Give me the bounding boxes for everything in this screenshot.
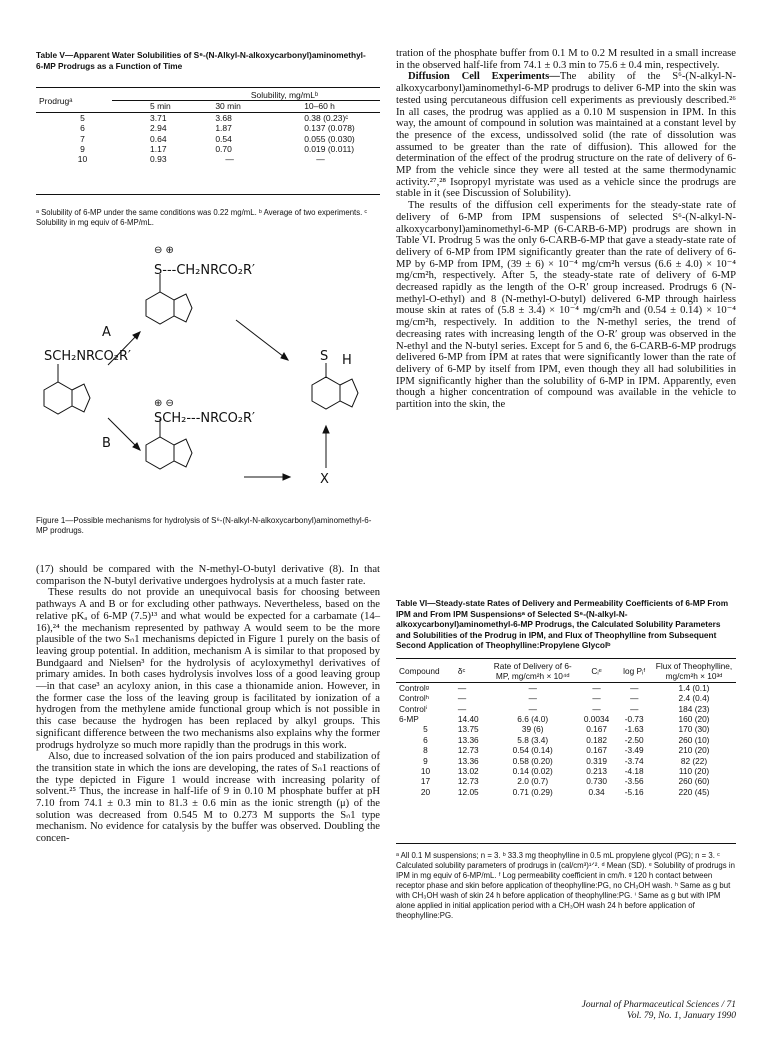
- figure1-top-charges: ⊖ ⊕: [154, 245, 174, 256]
- table5-head-60h: 10–60 h: [256, 101, 380, 112]
- figure1-mid-charges: ⊕ ⊖: [154, 398, 174, 409]
- figure1-mid-label: SCH₂---NRCO₂R′: [154, 411, 256, 426]
- figure1-left-label: SCH₂NRCO₂R′: [44, 349, 131, 364]
- table5-head-5min: 5 min: [112, 101, 187, 112]
- figure1-scheme: [36, 240, 380, 510]
- table5-head-30min: 30 min: [187, 101, 256, 112]
- table5-caption: Table V—Apparent Water Solubilities of S⁶-(N-Alkyl-N-alkoxycarbonyl)aminomethyl-6-MP Prodrugs as a Function of Time: [36, 50, 366, 71]
- journal-name: Journal of Pharmaceutical Sciences / 71: [581, 1000, 736, 1010]
- table-row: 10 0.93 — —: [77, 154, 325, 165]
- table6-head-rate: Rate of Delivery of 6-MP, mg/cm²h × 10⁴ᵈ: [493, 661, 572, 682]
- figure1-arrow-b: B: [102, 436, 111, 451]
- table5: [36, 90, 380, 165]
- figure1-x-label: X: [320, 472, 329, 487]
- table5-head-solubility: Solubility, mg/mLᵇ: [250, 90, 319, 100]
- table-row: 20 12.05 0.71 (0.29) 0.34 -5.16 220 (45): [420, 786, 710, 797]
- table6-footnote: ᵃ All 0.1 M suspensions; n = 3. ᵇ 33.3 mg theophylline in 0.5 mL propylene glycol (PG); n = 3. ᶜ Calculated solubility parameters of prodrugs in (cal/cm³)¹ᐟ². ᵈ Mean (SD). ᵉ Solubility of prodrugs in IPM in mg equiv of 6-MP/mL. ᶠ Log permeability coefficient in cm/h. ᵍ 120 h contact between receptor phase and skin before application of theophylline:PG, no CH₃OH wash. ʰ Same as g but with CH₃OH wash of skin 24 h before application of theophylline:PG. ⁱ Same as g but with IPM alone applied in initial application period with a CH₃OH wash 24 h before application of theophylline:PG.: [396, 851, 735, 920]
- table6-head-compound: Compound: [399, 666, 440, 677]
- table6-head-logp: log Pᵢᶠ: [623, 666, 646, 677]
- figure1-right-h: H: [342, 353, 352, 368]
- figure1-right-s: S: [320, 349, 329, 364]
- table5-bottom-rule: [36, 194, 380, 195]
- table-row: 6-MP 14.40 6.6 (4.0) 0.0034 -0.73 160 (20): [399, 714, 710, 725]
- table-row: Controlⁱ — — — — 184 (23): [399, 703, 710, 714]
- figure1-caption: Figure 1—Possible mechanisms for hydrolysis of S⁶-(N-alkyl-N-alkoxycarbonyl)aminomethyl-6-MP prodrugs.: [36, 516, 372, 535]
- table5-footnote: ᵃ Solubility of 6-MP under the same conditions was 0.22 mg/mL. ᵇ Average of two experiments. ᶜ Solubility in mg equiv of 6-MP/mL.: [36, 208, 368, 227]
- table-row: 8 12.73 0.54 (0.14) 0.167 -3.49 210 (20): [423, 745, 710, 756]
- table-row: 17 12.73 2.0 (0.7) 0.730 -3.56 260 (60): [420, 776, 710, 787]
- figure1-arrow-a: A: [102, 325, 111, 340]
- table-row: 10 13.02 0.14 (0.02) 0.213 -4.18 110 (20): [420, 766, 710, 777]
- left-paragraph-2: These results do not provide an unequivocal basis for choosing between pathways A and B or for excluding other pathways. Nevertheless, based on the relative pKₐ of 6-MP (7.5)¹³ and what would be expected for a carbamate (14–16),²⁴ the mechanism represented by pathway A would seem to be the more plausible of the two Sₙ1 mechanisms depicted in Figure 1 purely on the basis of leaving group potential. In addition, mechanism A is similar to that proposed by Bundgaard and Nielsen³ for the hydrolysis of acyloxymethyl derivatives of primary amides. In both cases hydrolysis involves loss of a good leaving group—in that case³ an acyloxy anion, in this case a thionamide anion. However, in the former case the loss of the leaving group is facilitated by ionization of a hydrogen from the methylene amide functional group which is not possible in this case because the hydrogen has been replaced by alkyl groups. This significant difference between the two mechanisms also explains why the former prodrugs hydrolyze so much more rapidly than the prodrugs in this work.: [36, 587, 380, 751]
- right-paragraph-1: tration of the phosphate buffer from 0.1 M to 0.2 M resulted in a small increase in the observed half-life from 74.1 ± 0.3 min to 75.6 ± 0.4 min, respectively.: [396, 48, 736, 71]
- left-paragraph-3: Also, due to increased solvation of the ion pairs produced and stabilization of the transition state in which the ions are developing, the rates of Sₙ1 reactions of the type depicted in Figure 1 would increase with increasing polarity of solvent.²⁵ Thus, the increase in half-life of 9 in 0.10 M phosphate buffer at pH 7.10 from 74.1 ± 0.3 min to 81.3 ± 0.6 min as the ionic strength (μ) of the solution was decreased from 0.545 M to 0.273 M supports the Sₙ1 type mechanism. No evidence for catalysis by the buffer was observed. Doubling the concen-: [36, 751, 380, 845]
- right-paragraph-2: Diffusion Cell Experiments—The ability of the S⁶-(N-alkyl-N-alkoxycarbonyl)aminomethyl-6-MP prodrugs to deliver 6-MP into the skin was tested using percutaneous diffusion cell experiments as previously described.²⁶ In all cases, the prodrug was applied as a 0.10 M suspension in IPM. In this way, the amount of compound in solution was maintained at a constant level by the presence of the excess, undissolved solid (the rate of dissolution was assumed to be greater than the rate of diffusion). This allowed for the determination of the effect of the prodrug structure on the rate of delivery of 6-MP from the vehicle since they were all tested at the same thermodynamic activity.²⁷,²⁸ Isopropyl myristate was used as a vehicle since the prodrugs are stable in it (see Discussion of Solubility).: [396, 71, 736, 200]
- right-body-text: [396, 48, 736, 411]
- table6-top-rule: [396, 658, 736, 659]
- table-row: Controlᵍ — — — — 1.4 (0.1): [399, 682, 710, 693]
- table5-head-prodrug: Prodrugᵃ: [39, 95, 73, 106]
- table6-head-delta: δᶜ: [457, 666, 466, 677]
- table-row: 5 3.71 3.68 0.38 (0.23)ᶜ: [80, 112, 349, 123]
- table-row: 9 13.36 0.58 (0.20) 0.319 -3.74 82 (22): [423, 755, 708, 766]
- table6-head-ci: Cᵢᵉ: [591, 666, 602, 677]
- table-row: Controlʰ — — — — 2.4 (0.4): [399, 693, 710, 704]
- table-row: 6 2.94 1.87 0.137 (0.078): [80, 123, 355, 134]
- table-row: 6 13.36 5.8 (3.4) 0.182 -2.50 260 (10): [423, 734, 710, 745]
- table6-head-flux: Flux of Theophylline, mg/cm²h × 10³ᵈ: [655, 661, 733, 682]
- table6-caption: Table VI—Steady-state Rates of Delivery and Permeability Coefficients of 6-MP From IPM and From IPM Suspensionsᵃ of Selected S⁶-(N-alkyl-N-alkoxycarbonyl)aminomethyl-6-MP Prodrugs, the Calculated Solubility Parameters and Solubilities of the Prodrug in IPM, and Flux of Theophylline from Subsequent Second Application of Theophylline:Propylene Glycolᵇ: [396, 598, 729, 650]
- figure1-top-label: S---CH₂NRCO₂R′: [154, 263, 256, 278]
- table-row: 7 0.64 0.54 0.055 (0.030): [80, 133, 355, 144]
- table-row: 9 1.17 0.70 0.019 (0.011): [80, 144, 355, 155]
- right-paragraph-3: The results of the diffusion cell experiments for the steady-state rate of delivery of 6-MP from IPM suspensions of selected S⁶-(N-alkyl-N-alkoxycarbonyl)aminomethyl-6-MP (6-CARB-6-MP) prodrugs are shown in Table VI. Prodrug 5 was the only 6-CARB-6-MP that gave a steady-state rate of delivery of 6-MP from IPM significantly greater than the rate of delivery of 6-MP by 6-MP from IPM, (39 ± 6) × 10⁻⁴ mg/cm²h versus (6.6 ± 4.0) × 10⁻⁴ mg/cm²h, respectively. After 5, the steady-state rate of delivery of 6-MP decreased rapidly as the length of the O-R′ group increased. Prodrugs 6 (N-methyl-O-ethyl) and 8 (N-methyl-O-butyl) delivered 6-MP through hairless mouse skin at rates of (5.8 ± 3.4) × 10⁻⁴ mg/cm²h and (0.54 ± 0.14) × 10⁻⁴ mg/cm²h, respectively. In addition to the N-methyl series, the trend of decreasing rates with increasing length of the O-R′ group was observed in the N-ethyl and the N-butyl series. Except for 5 and 6, the 6-CARB-6-MP prodrugs delivered 6-MP from IPM at rates that were significantly lower than the rate of delivery of 6-MP by itself from IPM, even though they all had solubilities in IPM significantly higher than the solubility of 6-MP in IPM. Apparently, even though a higher concentration of compound was available in the vehicle to partition into the skin, the: [396, 200, 736, 411]
- table6: [396, 661, 736, 797]
- journal-volume: Vol. 79, No. 1, January 1990: [627, 1011, 736, 1021]
- table6-bottom-rule: [396, 843, 736, 844]
- journal-footer: [500, 1000, 736, 1022]
- table5-top-rule: [36, 87, 380, 88]
- section-heading: Diffusion Cell Experiments—: [408, 71, 560, 83]
- left-paragraph-1: (17) should be compared with the N-methyl-O-butyl derivative (8). In that comparison the N-butyl derivative undergoes hydrolysis at a much faster rate.: [36, 564, 380, 587]
- table-row: 5 13.75 39 (6) 0.167 -1.63 170 (30): [423, 724, 710, 735]
- left-body-text: [36, 564, 380, 845]
